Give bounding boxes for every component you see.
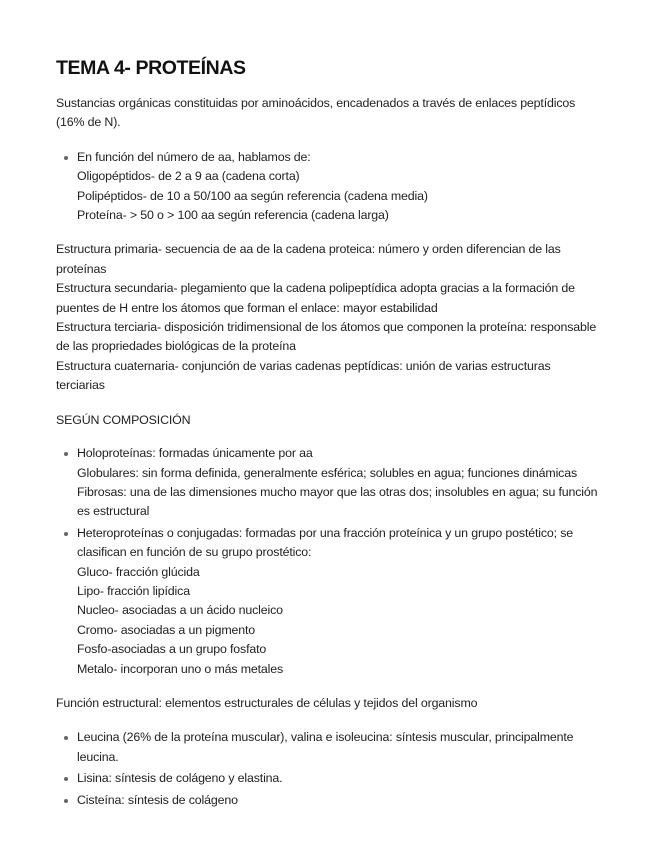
- list-line: Cisteína: síntesis de colágeno: [77, 792, 238, 807]
- list-item: [77, 444, 601, 522]
- list-line: Heteroproteínas o conjugadas: formadas por una fracción proteínica y un grupo postético; se clasifican en función de su grupo prostético:: [77, 525, 574, 560]
- structures-paragraph: [56, 240, 601, 395]
- list-line: En función del número de aa, hablamos de:: [77, 149, 311, 164]
- list-item: [77, 791, 601, 810]
- list-line: Lisina: síntesis de colágeno y elastina.: [77, 771, 283, 786]
- list-item: [77, 728, 601, 767]
- list-line: Leucina (26% de la proteína muscular), valina e isoleucina: síntesis muscular, principalmente leucina.: [77, 730, 574, 764]
- structure-quaternary: Estructura cuaternaria- conjunción de varias cadenas peptídicas: unión de varias estructuras terciarias: [56, 358, 551, 393]
- list-line: Fibrosas: una de las dimensiones mucho mayor que las otras dos; insolubles en agua; su función es estructural: [77, 484, 598, 519]
- section-heading-composition: SEGÚN COMPOSICIÓN: [56, 412, 191, 427]
- page-title: TEMA 4- PROTEÍNAS: [56, 57, 246, 79]
- amino-acid-count-list: [56, 148, 601, 226]
- structural-function-paragraph: Función estructural: elementos estructurales de células y tejidos del organismo: [56, 695, 478, 710]
- composition-list: [56, 444, 601, 679]
- structure-secondary: Estructura secundaria- plegamiento que la cadena polipeptídica adopta gracias a la formación de puentes de H entre los átomos que forman el enlace: mayor estabilidad: [56, 281, 575, 315]
- intro-paragraph: Sustancias orgánicas constituidas por aminoácidos, encadenados a través de enlaces peptídicos (16% de N).: [56, 96, 576, 130]
- list-item: [77, 524, 601, 679]
- structure-primary: Estructura primaria- secuencia de aa de la cadena proteica: número y orden diferencian de las proteínas: [56, 242, 561, 276]
- list-line: Oligopéptidos- de 2 a 9 aa (cadena corta): [77, 169, 300, 184]
- list-line: Metalo- incorporan uno o más metales: [77, 661, 284, 676]
- list-item: [77, 148, 601, 226]
- structure-tertiary: Estructura terciaria- disposición tridimensional de los átomos que componen la proteína: responsable de las propriedades biológicas de la proteína: [56, 320, 597, 354]
- list-line: Gluco- fracción glúcida: [77, 564, 200, 579]
- list-line: Polipéptidos- de 10 a 50/100 aa según referencia (cadena media): [77, 188, 428, 203]
- amino-acid-function-list: [56, 728, 601, 810]
- document-page: [56, 56, 601, 812]
- list-item: [77, 769, 601, 788]
- list-line: Fosfo-asociadas a un grupo fosfato: [77, 642, 267, 657]
- list-line: Nucleo- asociadas a un ácido nucleico: [77, 603, 283, 618]
- list-line: Proteína- > 50 o > 100 aa según referencia (cadena larga): [77, 208, 389, 223]
- list-line: Holoproteínas: formadas únicamente por aa: [77, 446, 313, 461]
- list-line: Lipo- fracción lipídica: [77, 583, 190, 598]
- list-line: Globulares: sin forma definida, generalmente esférica; solubles en agua; funciones dinámicas: [77, 465, 578, 480]
- list-line: Cromo- asociadas a un pigmento: [77, 622, 256, 637]
